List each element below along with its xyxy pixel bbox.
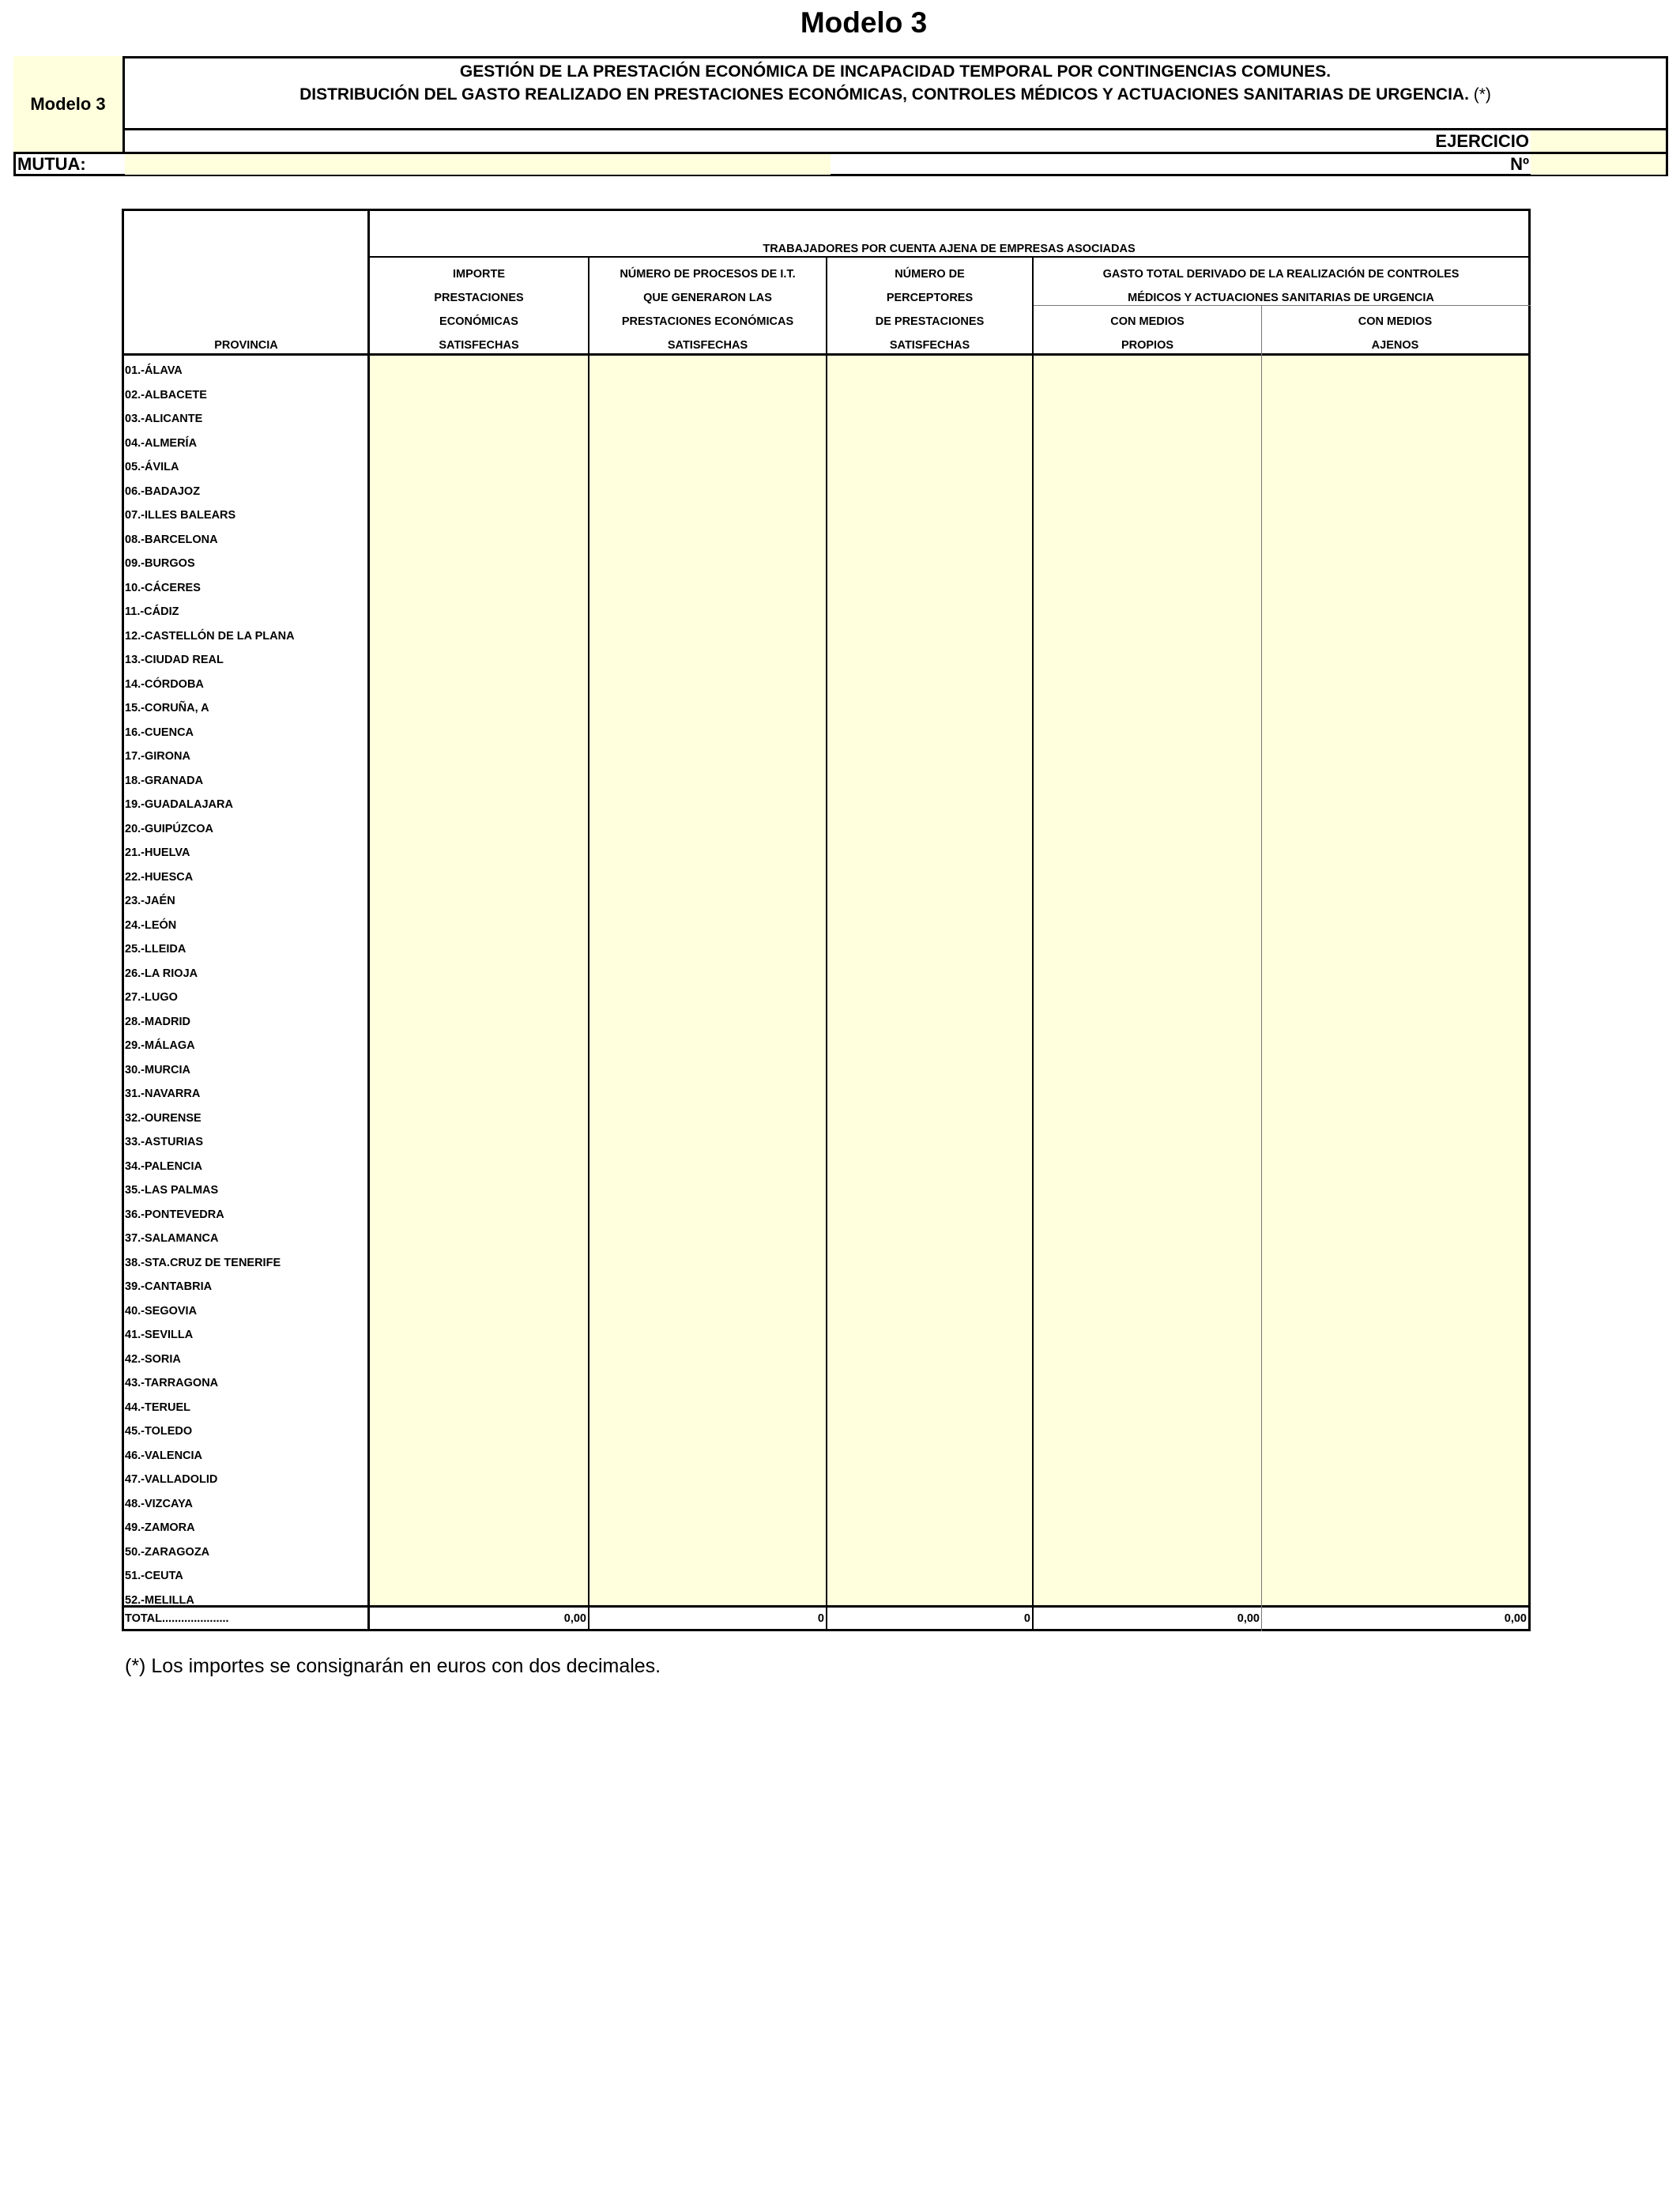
provincia-row-label: 37.-SALAMANCA xyxy=(125,1232,219,1245)
header-line: SATISFECHAS xyxy=(889,339,970,352)
col-header-gasto xyxy=(1034,262,1528,310)
total-importe: 0,00 xyxy=(563,1612,586,1625)
header-line: CON MEDIOS xyxy=(1110,315,1185,328)
provincia-row-label: 29.-MÁLAGA xyxy=(125,1039,195,1052)
col-header-medios-ajenos xyxy=(1262,310,1528,357)
provincia-row-label: 44.-TERUEL xyxy=(125,1400,190,1414)
provincia-row-label: 26.-LA RIOJA xyxy=(125,967,198,980)
provincia-row-label: 03.-ALICANTE xyxy=(125,413,203,425)
title-line-2 xyxy=(125,83,1666,106)
provincia-row-label: 45.-TOLEDO xyxy=(125,1425,193,1438)
provincia-row-label: 48.-VIZCAYA xyxy=(125,1497,193,1510)
provincia-row-label: 07.-ILLES BALEARS xyxy=(125,509,236,522)
provincia-row-label: 23.-JAÉN xyxy=(125,895,175,907)
provincia-row-label: 43.-TARRAGONA xyxy=(125,1377,219,1389)
footnote: (*) Los importes se consignarán en euros con dos decimales. xyxy=(125,1655,661,1677)
provincia-row-label: 19.-GUADALAJARA xyxy=(125,798,233,811)
total-perceptores: 0 xyxy=(1023,1612,1030,1625)
header-line: PROPIOS xyxy=(1121,339,1174,352)
mutua-input[interactable] xyxy=(125,154,831,175)
provincia-header: PROVINCIA xyxy=(214,339,278,352)
numero-label: Nº xyxy=(1510,154,1529,174)
ejercicio-input[interactable] xyxy=(1531,130,1666,152)
header-line: PRESTACIONES ECONÓMICAS xyxy=(621,315,794,328)
provincia-row-label: 30.-MURCIA xyxy=(125,1063,190,1076)
provincia-row-label: 46.-VALENCIA xyxy=(125,1449,203,1462)
provincia-row-label: 49.-ZAMORA xyxy=(125,1521,195,1534)
provincia-row-label: 05.-ÁVILA xyxy=(125,461,179,473)
provincia-row-label: 09.-BURGOS xyxy=(125,557,195,570)
total-medios-propios: 0,00 xyxy=(1237,1612,1260,1625)
provincia-row-label: 38.-STA.CRUZ DE TENERIFE xyxy=(125,1256,281,1269)
header-line: SATISFECHAS xyxy=(439,339,519,352)
title-note: (*) xyxy=(1468,85,1491,104)
header-line: IMPORTE xyxy=(452,268,506,281)
provincia-row-label: 01.-ÁLAVA xyxy=(125,364,183,377)
provincia-row-label: 27.-LUGO xyxy=(125,991,178,1004)
provincia-row-label: 15.-CORUÑA, A xyxy=(125,702,209,714)
group-header: TRABAJADORES POR CUENTA AJENA DE EMPRESAS ASOCIADAS xyxy=(763,243,1136,255)
provincia-row-label: 10.-CÁCERES xyxy=(125,581,201,594)
header-line: MÉDICOS Y ACTUACIONES SANITARIAS DE URGENCIA xyxy=(1128,292,1434,304)
grid-line xyxy=(367,209,370,1631)
total-label: TOTAL..................... xyxy=(125,1612,229,1625)
header-line: NÚMERO DE xyxy=(895,268,965,281)
provincia-row-label: 24.-LEÓN xyxy=(125,918,177,932)
total-procesos: 0 xyxy=(817,1612,824,1625)
provincia-row-label: 31.-NAVARRA xyxy=(125,1088,201,1100)
provincia-row-label: 02.-ALBACETE xyxy=(125,388,207,401)
header-line: SATISFECHAS xyxy=(667,339,748,352)
provincia-row-label: 47.-VALLADOLID xyxy=(125,1473,218,1486)
total-medios-ajenos: 0,00 xyxy=(1504,1612,1527,1625)
header-line: NÚMERO DE PROCESOS DE I.T. xyxy=(620,268,796,281)
header-line: PRESTACIONES xyxy=(434,292,524,304)
provincia-row-label: 40.-SEGOVIA xyxy=(125,1304,198,1318)
provincia-row-label: 36.-PONTEVEDRA xyxy=(125,1208,224,1221)
provincia-row-label: 41.-SEVILLA xyxy=(125,1329,194,1341)
header-line: DE PRESTACIONES xyxy=(875,315,985,328)
col-header-importe xyxy=(370,262,588,357)
form-title xyxy=(125,58,1666,130)
provincia-row-label: 16.-CUENCA xyxy=(125,726,194,739)
provincia-row-label: 33.-ASTURIAS xyxy=(125,1136,204,1148)
header-line: AJENOS xyxy=(1371,339,1419,352)
provincia-row-label: 11.-CÁDIZ xyxy=(125,605,179,618)
header-line: QUE GENERARON LAS xyxy=(643,292,772,304)
ejercicio-label: EJERCICIO xyxy=(1435,131,1529,151)
provincia-row-label: 20.-GUIPÚZCOA xyxy=(125,822,213,835)
provincia-row-label: 25.-LLEIDA xyxy=(125,943,186,956)
provincia-row-label: 28.-MADRID xyxy=(125,1015,190,1028)
provincia-row-label: 32.-OURENSE xyxy=(125,1111,202,1125)
provincia-row-label: 52.-MELILLA xyxy=(125,1593,194,1607)
provincia-row-label: 51.-CEUTA xyxy=(125,1570,183,1582)
provincia-row-label: 04.-ALMERÍA xyxy=(125,436,198,450)
grid-line xyxy=(1261,305,1262,1631)
header-line: PERCEPTORES xyxy=(886,292,974,304)
numero-input[interactable] xyxy=(1531,154,1666,175)
provincia-row-label: 42.-SORIA xyxy=(125,1352,181,1366)
provincia-row-label: 18.-GRANADA xyxy=(125,774,204,787)
header-line: GASTO TOTAL DERIVADO DE LA REALIZACIÓN DE CONTROLES xyxy=(1102,268,1460,281)
provincia-row-label: 13.-CIUDAD REAL xyxy=(125,654,224,666)
provincia-row-label: 35.-LAS PALMAS xyxy=(125,1184,219,1197)
col-header-perceptores xyxy=(827,262,1032,357)
title-line-2-text: DISTRIBUCIÓN DEL GASTO REALIZADO EN PRESTACIONES ECONÓMICAS, CONTROLES MÉDICOS Y ACTUACIONES SANITARIAS DE URGENCIA. xyxy=(299,85,1469,104)
title-line-1: GESTIÓN DE LA PRESTACIÓN ECONÓMICA DE INCAPACIDAD TEMPORAL POR CONTINGENCIAS COMUNES. xyxy=(459,62,1332,81)
provincia-row-label: 06.-BADAJOZ xyxy=(125,484,201,498)
grid-line xyxy=(588,257,590,1631)
provincia-row-label: 22.-HUESCA xyxy=(125,870,194,884)
col-header-procesos xyxy=(590,262,826,357)
page-title: Modelo 3 xyxy=(800,6,928,39)
provincia-row-label: 12.-CASTELLÓN DE LA PLANA xyxy=(125,629,295,643)
grid-line xyxy=(826,257,827,1631)
provincia-row-label: 50.-ZARAGOZA xyxy=(125,1545,210,1559)
header-line: ECONÓMICAS xyxy=(439,315,518,328)
provincia-row-label: 21.-HUELVA xyxy=(125,846,190,859)
header-line: CON MEDIOS xyxy=(1358,315,1433,328)
provincia-row-label: 39.-CANTABRIA xyxy=(125,1280,213,1293)
provincia-row-label: 34.-PALENCIA xyxy=(125,1159,203,1173)
data-entry-area[interactable] xyxy=(370,356,1528,1607)
mutua-label: MUTUA: xyxy=(17,154,86,174)
provincia-row-label: 14.-CÓRDOBA xyxy=(125,677,204,691)
provincia-row-label: 17.-GIRONA xyxy=(125,750,190,763)
grid-line xyxy=(1032,257,1034,1631)
col-header-medios-propios xyxy=(1034,310,1261,357)
provincia-row-label: 08.-BARCELONA xyxy=(125,533,218,546)
modelo-label: Modelo 3 xyxy=(13,56,125,154)
